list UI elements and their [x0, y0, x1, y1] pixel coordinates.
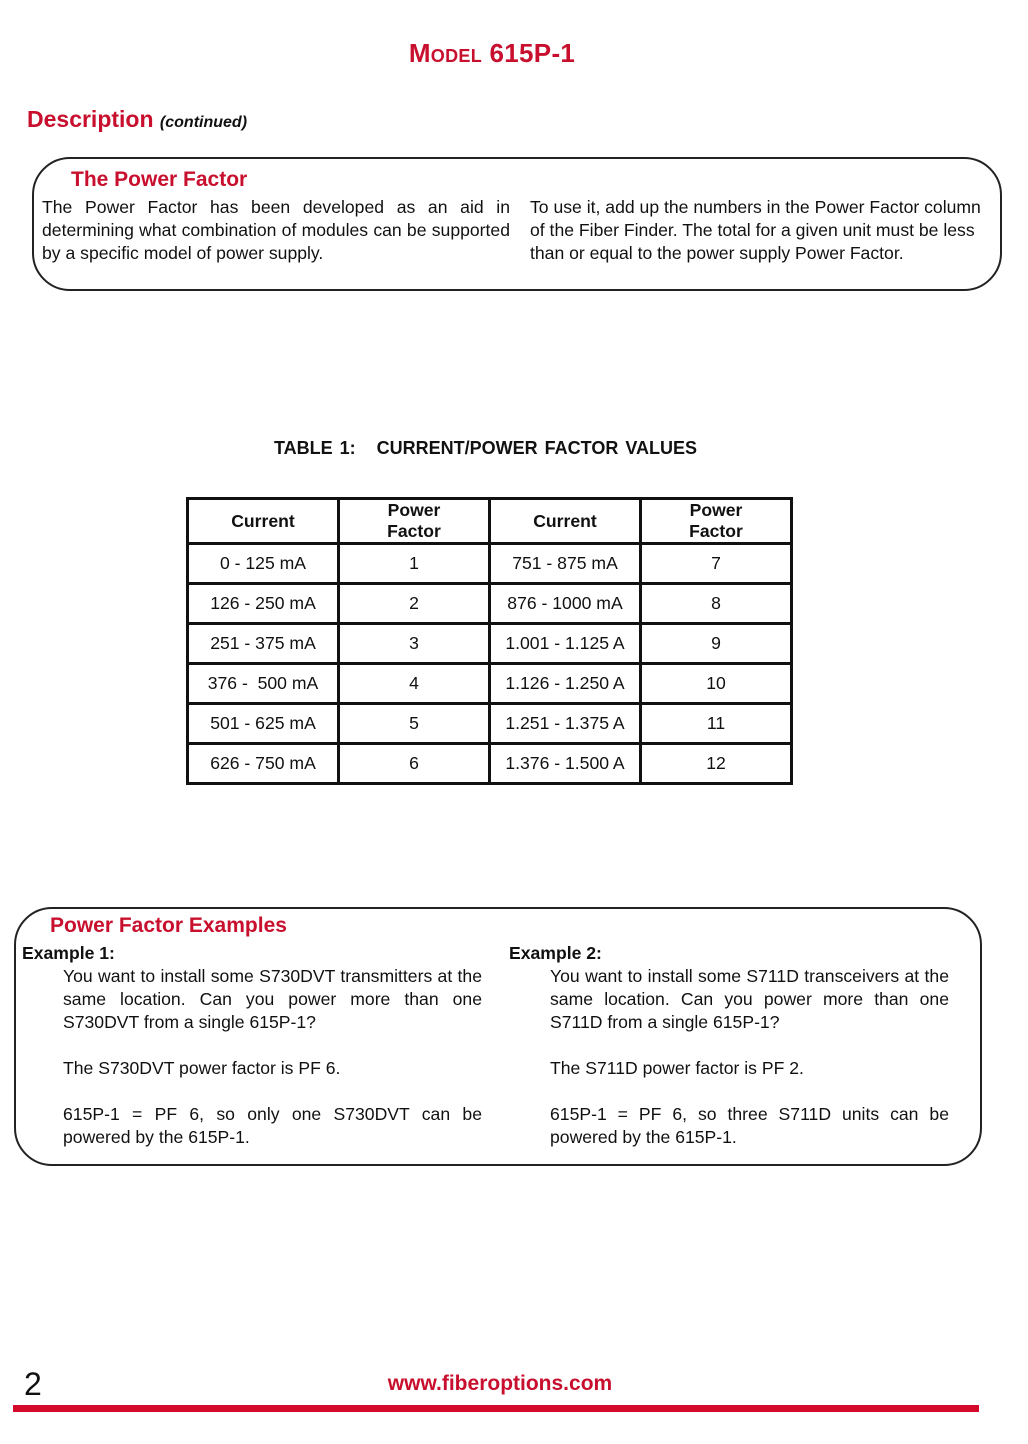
- table-row: [188, 744, 792, 784]
- example-1-label: Example 1:: [22, 943, 115, 963]
- table-cell: 10: [641, 664, 792, 704]
- title-model: 615P-1: [489, 38, 576, 68]
- table-cell: 251 - 375 mA: [188, 624, 339, 664]
- footer-url-link[interactable]: www.fiberoptions.com: [387, 1372, 613, 1395]
- table-cell: 2: [339, 584, 490, 624]
- header-power-factor-2: [641, 499, 792, 544]
- header-current-1: Current: [188, 499, 339, 544]
- header-pf-text: Power Factor: [387, 500, 441, 541]
- table-cell: 626 - 750 mA: [188, 744, 339, 784]
- table-cell: 1.251 - 1.375 A: [490, 704, 641, 744]
- table-cell: 0 - 125 mA: [188, 544, 339, 584]
- page-title: [0, 38, 984, 69]
- example-2: [509, 942, 949, 1172]
- example-2-question: You want to install some S711D transceivers at the same location. Can you power more than one S711D from a single 615P-1?: [550, 966, 949, 1032]
- example-1-question: You want to install some S730DVT transmitters at the same location. Can you power more than one S730DVT from a single 615P-1?: [63, 966, 482, 1032]
- example-2-answer: 615P-1 = PF 6, so three S711D units can be powered by the 615P-1.: [550, 1104, 949, 1147]
- table-cell: 9: [641, 624, 792, 664]
- table-cell: 1.001 - 1.125 A: [490, 624, 641, 664]
- table-cell: 1.376 - 1.500 A: [490, 744, 641, 784]
- header-pf-text: Power Factor: [689, 500, 743, 541]
- table-cell: 4: [339, 664, 490, 704]
- power-factor-box: [32, 157, 1002, 291]
- table-row: [188, 664, 792, 704]
- table-cell: 6: [339, 744, 490, 784]
- current-power-factor-table: [186, 497, 793, 785]
- table-cell: 1: [339, 544, 490, 584]
- table-cell: 11: [641, 704, 792, 744]
- table-caption: TABLE 1: CURRENT/POWER FACTOR VALUES: [274, 438, 698, 458]
- table-cell: 376 - 500 mA: [188, 664, 339, 704]
- table-row: [188, 704, 792, 744]
- table-row: [188, 584, 792, 624]
- table-row: [188, 544, 792, 584]
- power-factor-heading: The Power Factor: [71, 168, 248, 191]
- table-cell: 7: [641, 544, 792, 584]
- title-prefix: Model: [408, 38, 482, 68]
- table-cell: 12: [641, 744, 792, 784]
- table-cell: 876 - 1000 mA: [490, 584, 641, 624]
- header-power-factor-1: [339, 499, 490, 544]
- example-2-label: Example 2:: [509, 943, 602, 963]
- table-cell: 8: [641, 584, 792, 624]
- table-cell: 1.126 - 1.250 A: [490, 664, 641, 704]
- example-1: [22, 942, 482, 1172]
- table-row: [188, 624, 792, 664]
- table-cell: 751 - 875 mA: [490, 544, 641, 584]
- examples-box: [14, 907, 982, 1166]
- table-cell: 126 - 250 mA: [188, 584, 339, 624]
- footer-divider: [13, 1405, 979, 1412]
- section-subtitle: (continued): [159, 114, 248, 131]
- page-number: 2: [24, 1366, 42, 1402]
- power-factor-left-text: The Power Factor has been developed as an aid in determining what combination of modules can be supported by a specific model of power supply.: [42, 197, 510, 263]
- example-1-answer: 615P-1 = PF 6, so only one S730DVT can be powered by the 615P-1.: [63, 1104, 482, 1147]
- example-1-fact: The S730DVT power factor is PF 6.: [63, 1058, 341, 1078]
- header-current-2: Current: [490, 499, 641, 544]
- section-heading: [27, 106, 247, 133]
- table-header-row: [188, 499, 792, 544]
- table-cell: 501 - 625 mA: [188, 704, 339, 744]
- examples-heading: Power Factor Examples: [50, 914, 287, 937]
- table-cell: 5: [339, 704, 490, 744]
- table-cell: 3: [339, 624, 490, 664]
- section-title: Description: [27, 106, 154, 132]
- example-2-fact: The S711D power factor is PF 2.: [550, 1058, 804, 1078]
- power-factor-right-text: To use it, add up the numbers in the Power Factor column of the Fiber Finder. The total for a given unit must be less than or equal to the power supply Power Factor.: [530, 197, 981, 263]
